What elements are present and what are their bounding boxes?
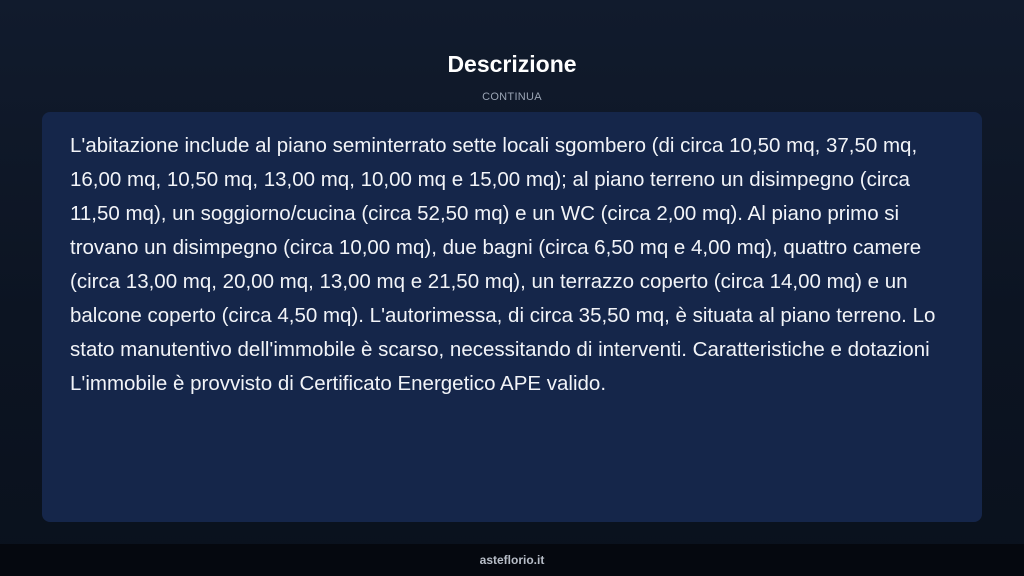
description-text: L'abitazione include al piano seminterrato sette locali sgombero (di circa 10,50 mq, 37,50 mq, 16,00 mq, 10,50 mq, 13,00 mq, 10,00 mq e 15,00 mq); al piano terreno un disimpegno (circa 11,50 mq), un soggiorno/cucina (circa 52,50 mq) e un WC (circa 2,00 mq). Al piano primo si trovano un disimpegno (circa 10,00 mq), due bagni (circa 6,50 mq e 4,00 mq), quattro camere (circa 13,00 mq, 20,00 mq, 13,00 mq e 21,50 mq), un terrazzo coperto (circa 14,00 mq) e un balcone coperto (circa 4,50 mq). L'autorimessa, di circa 35,50 mq, è situata al piano terreno. Lo stato manutentivo dell'immobile è scarso, necessitando di interventi. Caratteristiche e dotazioni L'immobile è provvisto di Certificato Energetico APE valido.	[70, 134, 936, 395]
description-card	[42, 112, 982, 522]
continue-label: CONTINUA	[482, 91, 542, 103]
page-title: Descrizione	[447, 51, 577, 77]
site-name: asteflorio.it	[479, 553, 545, 567]
footer-bar	[0, 544, 1024, 576]
